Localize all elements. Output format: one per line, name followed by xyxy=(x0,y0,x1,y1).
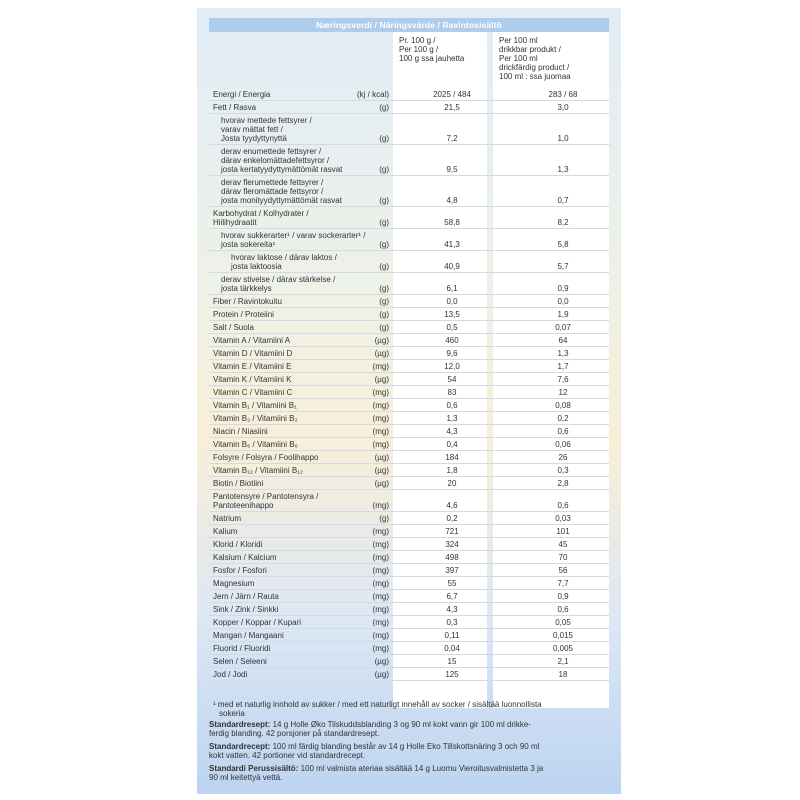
row-value-per-100ml: 0,2 xyxy=(557,414,569,423)
row-value-per-100g: 0,04 xyxy=(444,644,460,653)
table-row xyxy=(209,490,609,512)
row-value-per-100g: 20 xyxy=(447,479,457,488)
row-label: Kopper / Koppar / Kupari xyxy=(213,618,302,627)
row-value-per-100g: 460 xyxy=(445,336,459,345)
row-value-per-100ml: 283 / 68 xyxy=(548,90,578,99)
row-unit: (mg) xyxy=(372,618,389,627)
row-unit: (g) xyxy=(379,218,389,227)
row-unit: (µg) xyxy=(374,670,389,679)
row-value-per-100ml: 12 xyxy=(558,388,568,397)
row-value-per-100g: 55 xyxy=(447,579,457,588)
recipe-no: Standardresept: 14 g Holle Øko Tilskuddsblanding 3 og 90 ml kokt vann gir 100 ml drikke- ferdig blanding. 42 porsjoner på standardresept. xyxy=(209,720,531,738)
row-value-per-100ml: 5,8 xyxy=(557,240,569,249)
row-label: Natrium xyxy=(213,514,242,523)
row-label: Selen / Seleeni xyxy=(213,657,267,666)
table-header: Næringsverdi / Näringsvärde / Ravintosisältö xyxy=(209,18,609,32)
row-label: derav stivelse / därav stärkelse / josta tärkkelys xyxy=(221,275,336,293)
row-value-per-100ml: 26 xyxy=(558,453,568,462)
row-value-per-100g: 9,6 xyxy=(446,349,458,358)
row-label: Vitamin B₁₂ / Vitamiini B₁₂ xyxy=(213,466,304,475)
row-label: Fiber / Ravintokuitu xyxy=(213,297,282,306)
row-value-per-100ml: 70 xyxy=(558,553,568,562)
row-unit: (µg) xyxy=(374,466,389,475)
row-value-per-100g: 9,5 xyxy=(446,165,458,174)
row-label: Fluorid / Fluoridi xyxy=(213,644,271,653)
row-value-per-100g: 1,3 xyxy=(446,414,458,423)
row-value-per-100g: 324 xyxy=(445,540,459,549)
row-value-per-100ml: 8,2 xyxy=(557,218,569,227)
row-label: Vitamin D / Vitamiini D xyxy=(213,349,293,358)
row-label: Karbohydrat / Kolhydrater / Hiilihydraatit xyxy=(213,209,309,227)
row-value-per-100g: 4,6 xyxy=(446,501,458,510)
row-value-per-100g: 0,6 xyxy=(446,401,458,410)
row-value-per-100ml: 0,015 xyxy=(552,631,574,640)
row-value-per-100ml: 18 xyxy=(558,670,568,679)
table-row xyxy=(209,229,609,251)
row-unit: (g) xyxy=(379,134,389,143)
row-unit: (mg) xyxy=(372,605,389,614)
row-unit: (mg) xyxy=(372,631,389,640)
row-value-per-100ml: 0,08 xyxy=(555,401,571,410)
row-unit: (g) xyxy=(379,284,389,293)
row-value-per-100ml: 0,07 xyxy=(555,323,571,332)
row-label: Vitamin B₂ / Vitamiini B₂ xyxy=(213,414,298,423)
row-unit: (g) xyxy=(379,514,389,523)
row-label: Mangan / Mangaani xyxy=(213,631,284,640)
row-label: Vitamin A / Vitamiini A xyxy=(213,336,291,345)
row-label: Energi / Energia xyxy=(213,90,271,99)
table-row xyxy=(209,176,609,207)
recipe-se: Standardrecept: 100 ml färdig blanding består av 14 g Holle Eko Tillskottsnäring 3 och 90 ml kokt vatten. 42 portioner vid standardrecept. xyxy=(209,742,540,760)
row-value-per-100g: 12,0 xyxy=(444,362,460,371)
row-value-per-100ml: 45 xyxy=(558,540,568,549)
row-label: Klorid / Kloridi xyxy=(213,540,263,549)
row-value-per-100g: 15 xyxy=(447,657,457,666)
row-divider xyxy=(209,680,609,681)
row-unit: (g) xyxy=(379,323,389,332)
row-value-per-100g: 397 xyxy=(445,566,459,575)
row-unit: (mg) xyxy=(372,414,389,423)
row-value-per-100ml: 0,005 xyxy=(552,644,574,653)
row-value-per-100ml: 0,3 xyxy=(557,466,569,475)
row-unit: (mg) xyxy=(372,566,389,575)
row-unit: (kj / kcal) xyxy=(357,90,389,99)
row-value-per-100g: 184 xyxy=(445,453,459,462)
row-value-per-100ml: 0,7 xyxy=(557,196,569,205)
row-unit: (g) xyxy=(379,165,389,174)
row-unit: (mg) xyxy=(372,592,389,601)
row-value-per-100g: 7,2 xyxy=(446,134,458,143)
row-value-per-100g: 41,3 xyxy=(444,240,460,249)
row-label: Vitamin E / Vitamiini E xyxy=(213,362,292,371)
row-unit: (mg) xyxy=(372,440,389,449)
table-row xyxy=(209,273,609,295)
row-unit: (g) xyxy=(379,196,389,205)
row-value-per-100ml: 3,0 xyxy=(557,103,569,112)
row-value-per-100g: 83 xyxy=(447,388,457,397)
row-value-per-100g: 58,8 xyxy=(444,218,460,227)
row-value-per-100g: 13,5 xyxy=(444,310,460,319)
row-value-per-100ml: 1,3 xyxy=(557,165,569,174)
row-unit: (mg) xyxy=(372,579,389,588)
row-unit: (µg) xyxy=(374,336,389,345)
row-label: Jod / Jodi xyxy=(213,670,248,679)
row-value-per-100ml: 0,06 xyxy=(555,440,571,449)
row-value-per-100g: 54 xyxy=(447,375,457,384)
nutrition-panel xyxy=(197,8,621,794)
row-value-per-100ml: 0,9 xyxy=(557,592,569,601)
row-unit: (mg) xyxy=(372,401,389,410)
row-value-per-100ml: 0,05 xyxy=(555,618,571,627)
recipe-fi: Standardi Perussisältö: 100 ml valmista ateriaa sisältää 14 g Luomu Vieroitusvalmistetta 3 ja 90 ml keitettyä vettä. xyxy=(209,764,544,782)
row-value-per-100ml: 2,1 xyxy=(557,657,569,666)
row-value-per-100ml: 1,0 xyxy=(557,134,569,143)
row-value-per-100ml: 56 xyxy=(558,566,568,575)
row-value-per-100ml: 101 xyxy=(556,527,570,536)
row-value-per-100g: 498 xyxy=(445,553,459,562)
row-value-per-100ml: 0,6 xyxy=(557,605,569,614)
row-value-per-100g: 21,5 xyxy=(444,103,460,112)
row-label: Protein / Proteiini xyxy=(213,310,274,319)
row-value-per-100g: 0,2 xyxy=(446,514,458,523)
row-value-per-100g: 4,3 xyxy=(446,605,458,614)
row-value-per-100g: 0,11 xyxy=(444,631,460,640)
row-label: Magnesium xyxy=(213,579,255,588)
table-row xyxy=(209,145,609,176)
row-label: Sink / Zink / Sinkki xyxy=(213,605,279,614)
row-value-per-100g: 721 xyxy=(445,527,459,536)
row-value-per-100ml: 0,03 xyxy=(555,514,571,523)
row-value-per-100ml: 0,0 xyxy=(557,297,569,306)
row-value-per-100ml: 7,7 xyxy=(557,579,569,588)
row-unit: (g) xyxy=(379,310,389,319)
row-unit: (g) xyxy=(379,262,389,271)
row-value-per-100ml: 7,6 xyxy=(557,375,569,384)
row-label: hvorav sukkerarter¹ / varav sockerarter¹ / josta sokereita¹ xyxy=(221,231,366,249)
row-unit: (µg) xyxy=(374,479,389,488)
row-unit: (mg) xyxy=(372,527,389,536)
row-value-per-100g: 4,3 xyxy=(446,427,458,436)
row-unit: (g) xyxy=(379,103,389,112)
row-label: derav enumettede fettsyrer / därav enkelomättadefettsyror / josta kertatyydyttymättömät rasvat xyxy=(221,147,343,174)
row-value-per-100g: 0,0 xyxy=(446,297,458,306)
row-value-per-100ml: 0,9 xyxy=(557,284,569,293)
row-value-per-100ml: 5,7 xyxy=(557,262,569,271)
table-row xyxy=(209,251,609,273)
row-value-per-100g: 40,9 xyxy=(444,262,460,271)
row-value-per-100g: 4,8 xyxy=(446,196,458,205)
row-unit: (g) xyxy=(379,240,389,249)
row-value-per-100g: 125 xyxy=(445,670,459,679)
row-unit: (g) xyxy=(379,297,389,306)
col2-header: Per 100 ml drikkbar produkt / Per 100 ml drickfärdig product / 100 ml : ssa juomaa xyxy=(499,36,571,81)
row-label: Vitamin B₆ / Vitamiini B₆ xyxy=(213,440,298,449)
row-unit: (µg) xyxy=(374,349,389,358)
row-value-per-100g: 0,5 xyxy=(446,323,458,332)
row-value-per-100ml: 0,6 xyxy=(557,427,569,436)
row-label: derav flerumettede fettsyrer / därav fleromättade fettsyror / josta monityydyttymättömät rasvat xyxy=(221,178,342,205)
row-unit: (mg) xyxy=(372,553,389,562)
row-label: Fosfor / Fosfori xyxy=(213,566,267,575)
row-label: Jern / Järn / Rauta xyxy=(213,592,279,601)
row-label: Vitamin C / Vitamiini C xyxy=(213,388,293,397)
row-value-per-100ml: 64 xyxy=(558,336,568,345)
row-unit: (mg) xyxy=(372,501,389,510)
row-value-per-100g: 0,4 xyxy=(446,440,458,449)
row-label: Salt / Suola xyxy=(213,323,254,332)
row-label: Biotin / Biotiini xyxy=(213,479,264,488)
row-value-per-100ml: 1,3 xyxy=(557,349,569,358)
row-label: Vitamin B₁ / Vitamiini B₁ xyxy=(213,401,297,410)
row-value-per-100g: 0,3 xyxy=(446,618,458,627)
row-value-per-100ml: 0,6 xyxy=(557,501,569,510)
row-unit: (mg) xyxy=(372,540,389,549)
row-value-per-100ml: 1,7 xyxy=(557,362,569,371)
row-value-per-100g: 6,1 xyxy=(446,284,458,293)
footnote: ¹ med et naturlig innhold av sukker / med ett naturligt innehåll av socker / sisältää luonnollista sokeria xyxy=(213,700,542,718)
row-value-per-100g: 6,7 xyxy=(446,592,458,601)
row-label: Kalsium / Kalcium xyxy=(213,553,277,562)
row-unit: (mg) xyxy=(372,427,389,436)
col1-header: Pr. 100 g / Per 100 g / 100 g ssa jauhetta xyxy=(399,36,465,63)
row-label: Fett / Rasva xyxy=(213,103,257,112)
row-label: Niacin / Niasiini xyxy=(213,427,268,436)
row-value-per-100g: 1,8 xyxy=(446,466,458,475)
table-row xyxy=(209,114,609,145)
row-label: Kalium xyxy=(213,527,238,536)
row-label: Pantotensyre / Pantotensyra / Pantoteenihappo xyxy=(213,492,319,510)
row-unit: (µg) xyxy=(374,657,389,666)
row-value-per-100ml: 2,8 xyxy=(557,479,569,488)
row-unit: (µg) xyxy=(374,453,389,462)
row-unit: (mg) xyxy=(372,644,389,653)
row-unit: (mg) xyxy=(372,388,389,397)
row-label: Vitamin K / Vitamiini K xyxy=(213,375,292,384)
row-unit: (mg) xyxy=(372,362,389,371)
row-label: Folsyre / Folsyra / Foolihappo xyxy=(213,453,319,462)
row-unit: (µg) xyxy=(374,375,389,384)
row-label: hvorav laktose / därav laktos / josta laktoosia xyxy=(231,253,337,271)
row-value-per-100ml: 1,9 xyxy=(557,310,569,319)
row-value-per-100g: 2025 / 484 xyxy=(433,90,471,99)
table-row xyxy=(209,207,609,229)
row-label: hvorav mettede fettsyrer / varav mättat fett / Josta tyydyttynyttä xyxy=(221,116,312,143)
